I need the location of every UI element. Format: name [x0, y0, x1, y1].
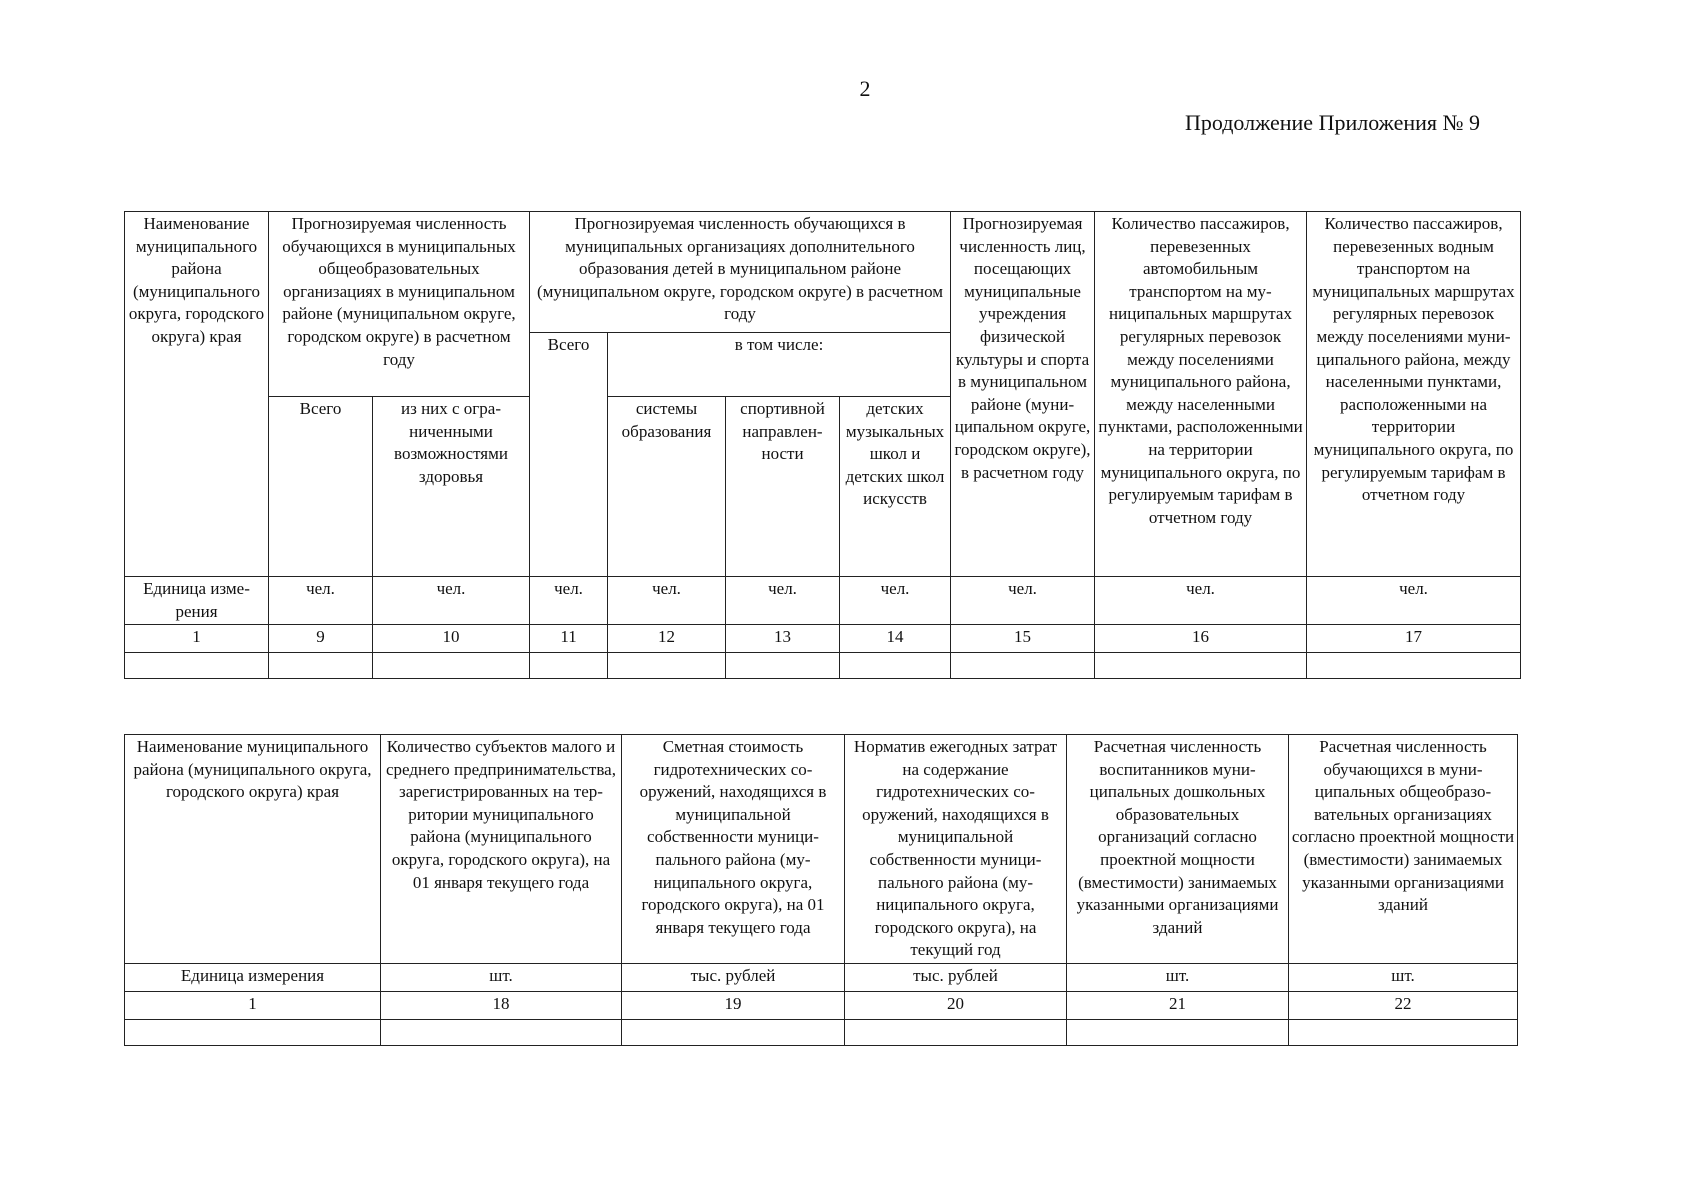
header-education-systems: системы образования [608, 397, 726, 577]
unit-cell: тыс. рублей [622, 964, 845, 992]
unit-cell: шт. [1289, 964, 1518, 992]
indicators-table-1 [124, 211, 1521, 679]
table-cell [373, 653, 530, 679]
column-number: 21 [1067, 992, 1289, 1020]
table-cell [269, 653, 373, 679]
header-sport-direction: спортивной направленности [726, 397, 840, 577]
indicators-table-2 [124, 734, 1518, 1046]
header-additional-total: Всего [530, 333, 608, 577]
unit-cell: чел. [1095, 577, 1307, 625]
data-row-empty [125, 1020, 1518, 1046]
appendix-title: Продолжение Приложения № 9 [1184, 110, 1480, 135]
column-number: 1 [125, 992, 381, 1020]
data-row-empty [125, 653, 1521, 679]
header-hydro-cost: Сметная стоимость гидротехнических сооружений, находящихся в муниципальной собственности муниципального района (муниципального округа, городского округа), на 01 января текущего года [622, 735, 845, 964]
units-label: Единица измерения [125, 964, 381, 992]
header-music-art-schools: детских музыкальных школ и детских школ искусств [840, 397, 951, 577]
units-row [125, 964, 1518, 992]
table-cell [381, 1020, 622, 1046]
column-number: 11 [530, 625, 608, 653]
unit-cell: чел. [530, 577, 608, 625]
column-number: 18 [381, 992, 622, 1020]
header-municipality-name: Наименование муниципального района (муниципального округа, городского округа) края [125, 735, 381, 964]
page-number: 2 [859, 76, 871, 101]
header-sme-count: Количество субъектов малого и среднего предпринимательства, зарегистрированных на территории муниципального района (муниципального округа, городского округа), на 01 января текущего года [381, 735, 622, 964]
column-number: 16 [1095, 625, 1307, 653]
column-number: 17 [1307, 625, 1521, 653]
unit-cell: чел. [840, 577, 951, 625]
unit-cell: чел. [1307, 577, 1521, 625]
header-additional-education-students: Прогнозируемая численность обучающихся в муниципальных организациях дополнительного образования детей в муниципальном районе (муниципальном округе, городском округе) в расчетном году [530, 212, 951, 333]
column-number: 19 [622, 992, 845, 1020]
units-label: Единица измерения [125, 577, 269, 625]
table-cell [125, 653, 269, 679]
column-numbers-row [125, 625, 1521, 653]
unit-cell: чел. [269, 577, 373, 625]
column-number: 20 [845, 992, 1067, 1020]
table-cell [726, 653, 840, 679]
table-cell [840, 653, 951, 679]
unit-cell: чел. [951, 577, 1095, 625]
header-disabled-students: из них с ограниченными возможностями здоровья [373, 397, 530, 577]
header-auto-passengers: Количество пассажиров, перевезенных автомобильным транспортом на муниципальных маршрутах регулярных перевозок между поселениями муниципального района, между населенными пунктами, расположенными на территории муниципального округа, по регулируемым тарифам в отчетном году [1095, 212, 1307, 577]
column-number: 15 [951, 625, 1095, 653]
header-hydro-maintenance: Норматив ежегодных затрат на содержание гидротехнических сооружений, находящихся в муниципальной собственности муниципального района (муниципального округа, городского округа), на текущий год [845, 735, 1067, 964]
table-cell [1307, 653, 1521, 679]
units-row [125, 577, 1521, 625]
unit-cell: тыс. рублей [845, 964, 1067, 992]
column-number: 10 [373, 625, 530, 653]
column-number: 12 [608, 625, 726, 653]
unit-cell: чел. [726, 577, 840, 625]
header-preschool-capacity: Расчетная численность воспитанников муниципальных дошкольных образовательных организаций согласно проектной мощности (вместимости) занимаемых указанными организациями зданий [1067, 735, 1289, 964]
header-including: в том числе: [608, 333, 951, 397]
table-cell [125, 1020, 381, 1046]
unit-cell: шт. [381, 964, 622, 992]
table-cell [1095, 653, 1307, 679]
table-cell [845, 1020, 1067, 1046]
header-general-education-students: Прогнозируемая численность обучающихся в муниципальных общеобразовательных организациях в муниципальном районе (муниципальном округе, городском округе) в расчетном году [269, 212, 530, 397]
column-number: 14 [840, 625, 951, 653]
unit-cell: шт. [1067, 964, 1289, 992]
unit-cell: чел. [608, 577, 726, 625]
table-cell [622, 1020, 845, 1046]
header-sport-attendees: Прогнозируемая численность лиц, посещающих муниципальные учреждения физической культуры и спорта в муниципальном районе (муниципальном округе, городском округе), в расчетном году [951, 212, 1095, 577]
column-number: 9 [269, 625, 373, 653]
unit-cell: чел. [373, 577, 530, 625]
column-numbers-row [125, 992, 1518, 1020]
column-number: 13 [726, 625, 840, 653]
table-cell [608, 653, 726, 679]
column-number: 1 [125, 625, 269, 653]
header-general-total: Всего [269, 397, 373, 577]
table-cell [530, 653, 608, 679]
table-cell [1067, 1020, 1289, 1046]
table-cell [951, 653, 1095, 679]
header-water-passengers: Количество пассажиров, перевезенных водным транспортом на муниципальных маршрутах регулярных перевозок между поселениями муниципального района, между населенными пунктами, расположенными на территории муниципального округа, по регулируемым тарифам в отчетном году [1307, 212, 1521, 577]
header-municipality-name: Наименование муниципального района (муниципального округа, городского округа) края [125, 212, 269, 577]
table-cell [1289, 1020, 1518, 1046]
column-number: 22 [1289, 992, 1518, 1020]
header-school-capacity: Расчетная численность обучающихся в муниципальных общеобразовательных организациях согласно проектной мощности (вместимости) занимаемых указанными организациями зданий [1289, 735, 1518, 964]
